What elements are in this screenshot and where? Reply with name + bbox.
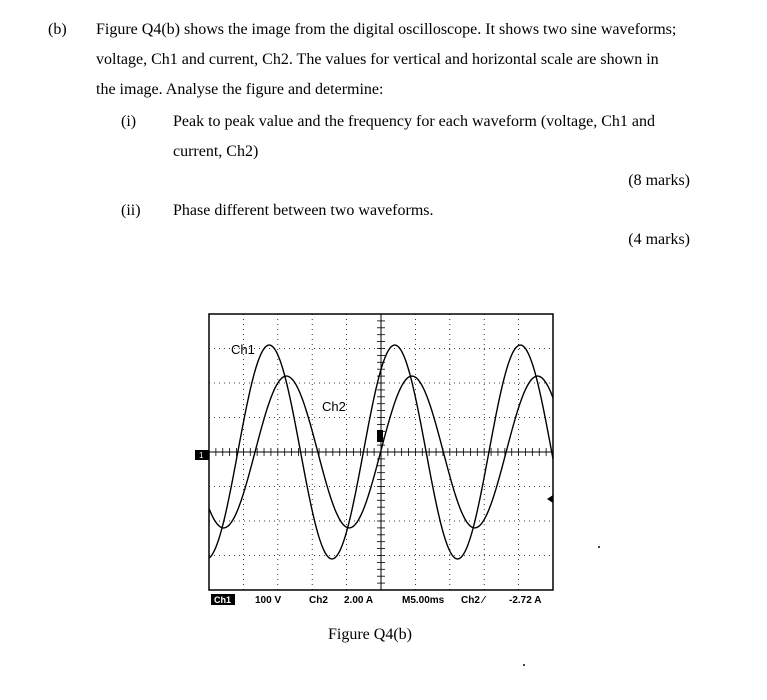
ch1-label: Ch1 bbox=[231, 342, 255, 357]
part-i-line-1: Peak to peak value and the frequency for each waveform (voltage, Ch1 and bbox=[173, 113, 656, 130]
part-ii-number: (ii) bbox=[121, 202, 141, 219]
figure-caption: Figure Q4(b) bbox=[328, 626, 412, 643]
part-i-line-2: current, Ch2) bbox=[173, 143, 259, 160]
ch1-badge: Ch1 bbox=[214, 595, 232, 605]
trigger-level-arrow bbox=[547, 495, 553, 503]
part-ii-line-1: Phase different between two waveforms. bbox=[173, 202, 434, 219]
part-ii-marks: (4 marks) bbox=[628, 231, 690, 248]
question-line-3: the image. Analyse the figure and determine: bbox=[96, 81, 384, 98]
ch2-name: Ch2 bbox=[309, 595, 328, 606]
part-i-marks: (8 marks) bbox=[628, 172, 690, 189]
ch2-label: Ch2 bbox=[322, 399, 346, 414]
oscilloscope-figure bbox=[193, 312, 565, 608]
question-line-2: voltage, Ch1 and current, Ch2. The values for vertical and horizontal scale are shown in bbox=[96, 51, 659, 68]
question-line-1: Figure Q4(b) shows the image from the digital oscilloscope. It shows two sine waveforms; bbox=[96, 21, 677, 38]
question-label: (b) bbox=[48, 21, 67, 38]
ch2-scale: 2.00 A bbox=[344, 595, 374, 606]
ch1-scale: 100 V bbox=[255, 595, 282, 606]
trigger-position-marker bbox=[377, 430, 383, 442]
trigger-source: Ch2 ⁄ bbox=[461, 595, 485, 606]
ground-marker-label: 1 bbox=[199, 451, 204, 460]
part-i-number: (i) bbox=[121, 113, 137, 130]
timebase: M5.00ms bbox=[402, 595, 445, 606]
scan-speck bbox=[523, 664, 525, 666]
scan-speck bbox=[598, 546, 600, 548]
trigger-level: -2.72 A bbox=[509, 595, 542, 606]
